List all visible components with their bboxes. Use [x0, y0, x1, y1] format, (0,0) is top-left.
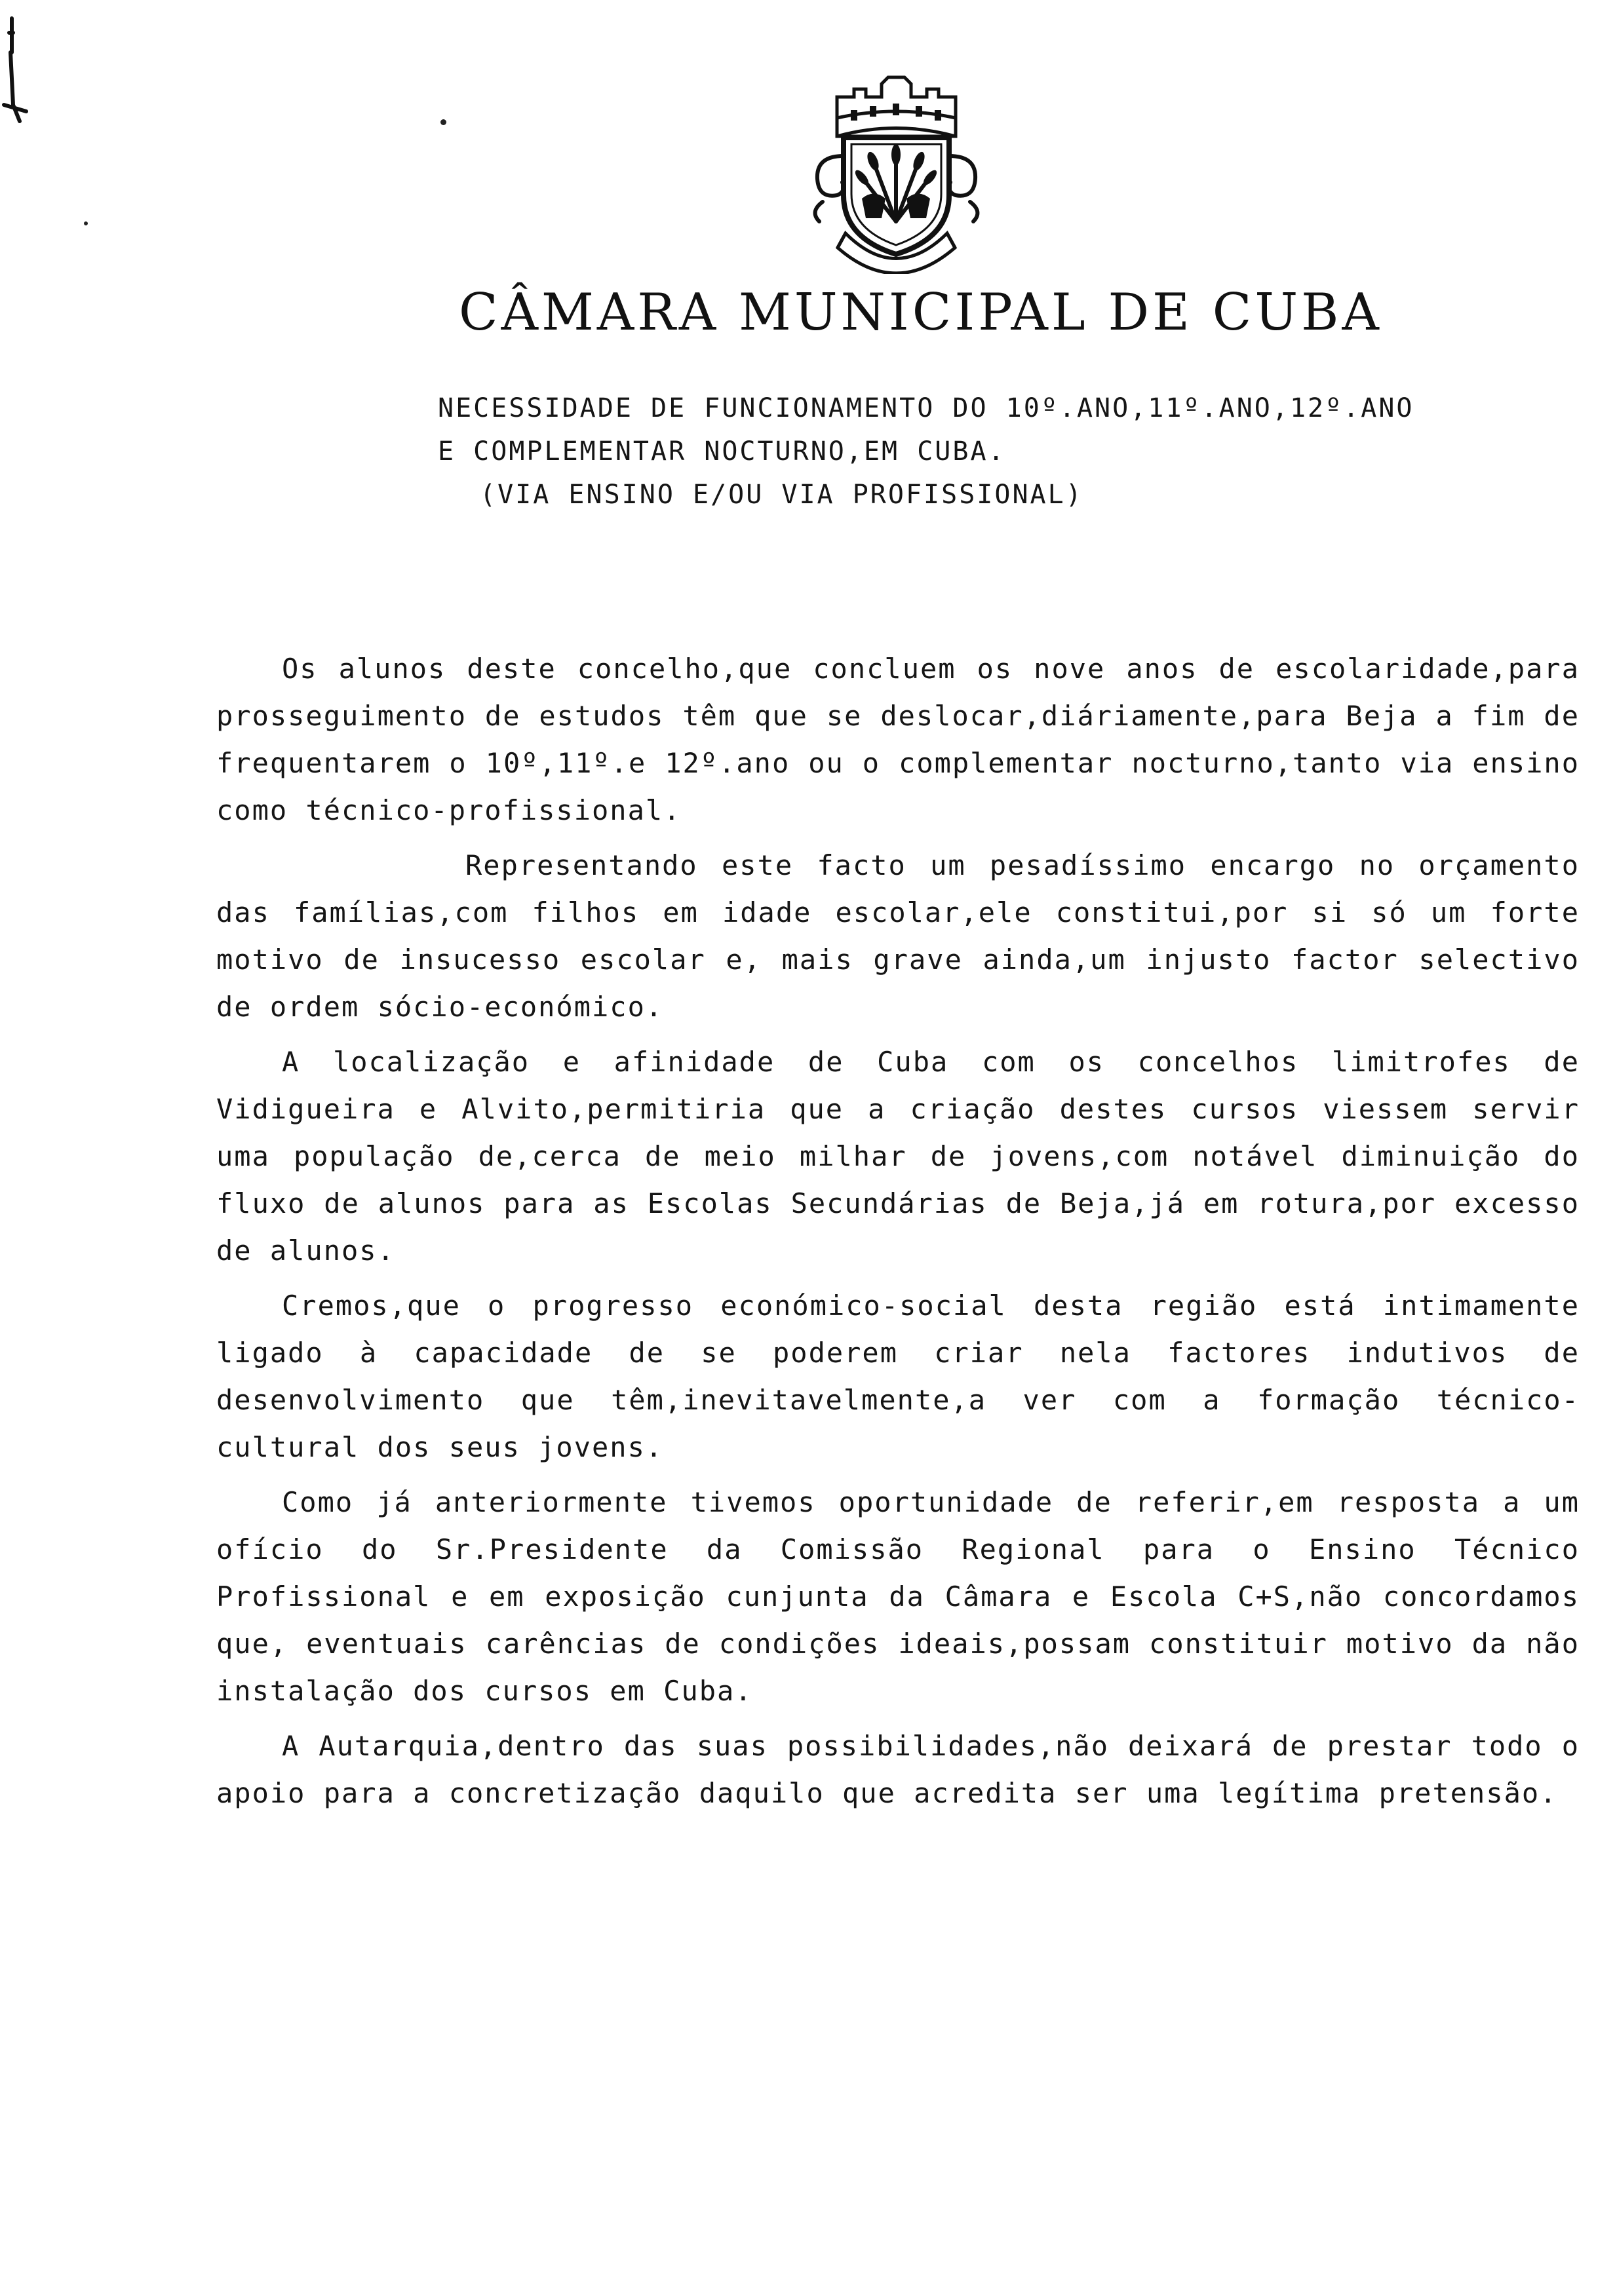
letter-body [216, 645, 1580, 1825]
ink-speck [440, 119, 446, 125]
margin-mark [0, 13, 52, 124]
body-paragraph: Representando este facto um pesadíssimo encargo no orçamento das famílias,com filhos em idade escolar,ele constitui,por si só um forte motivo de insucesso escolar e, mais grave ainda,um injusto factor selectivo de ordem sócio-económico. [216, 849, 1580, 1023]
page-title: CÂMARA MUNICIPAL DE CUBA [459, 283, 1382, 342]
ink-speck [84, 221, 88, 225]
body-paragraph: Os alunos deste concelho,que concluem os nove anos de escolaridade,para prosseguimento de estudos têm que se deslocar,diáriamente,para Beja a fim de frequentarem o 10º,11º.e 12º.ano ou o complementar nocturno,tanto via ensino como técnico-profissional. [216, 653, 1580, 826]
body-paragraph: Como já anteriormente tivemos oportunidade de referir,em resposta a um ofício do Sr.Presidente da Comissão Regional para o Ensino Técnico Profissional e em exposição cunjunta da Câmara e Escola C+S,não concordamos que, eventuais carências de condições ideais,possam constituir motivo da não instalação dos cursos em Cuba. [216, 1486, 1580, 1707]
subject-line: (VIA ENSINO E/OU VIA PROFISSIONAL) [480, 480, 1083, 510]
coat-of-arms-icon [783, 58, 1009, 274]
body-paragraph: Cremos,que o progresso económico-social desta região está intimamente ligado à capacidade de se poderem criar nela factores indutivos de desenvolvimento que têm,inevitavelmente,a ver com a formação técnico-cultural dos seus jovens. [216, 1290, 1580, 1463]
body-paragraph: A Autarquia,dentro das suas possibilidades,não deixará de prestar todo o apoio para a concretização daquilo que acredita ser uma legítima pretensão. [216, 1730, 1580, 1809]
document-subject [438, 387, 1565, 516]
subject-line: E COMPLEMENTAR NOCTURNO,EM CUBA. [438, 436, 1006, 467]
body-paragraph: A localização e afinidade de Cuba com os concelhos limitrofes de Vidigueira e Alvito,permitiria que a criação destes cursos viessem servir uma população de,cerca de meio milhar de jovens,com notável diminuição do fluxo de alunos para as Escolas Secundárias de Beja,já em rotura,por excesso de alunos. [216, 1046, 1580, 1267]
subject-line: NECESSIDADE DE FUNCIONAMENTO DO 10º.ANO,11º.ANO,12º.ANO [438, 393, 1414, 423]
